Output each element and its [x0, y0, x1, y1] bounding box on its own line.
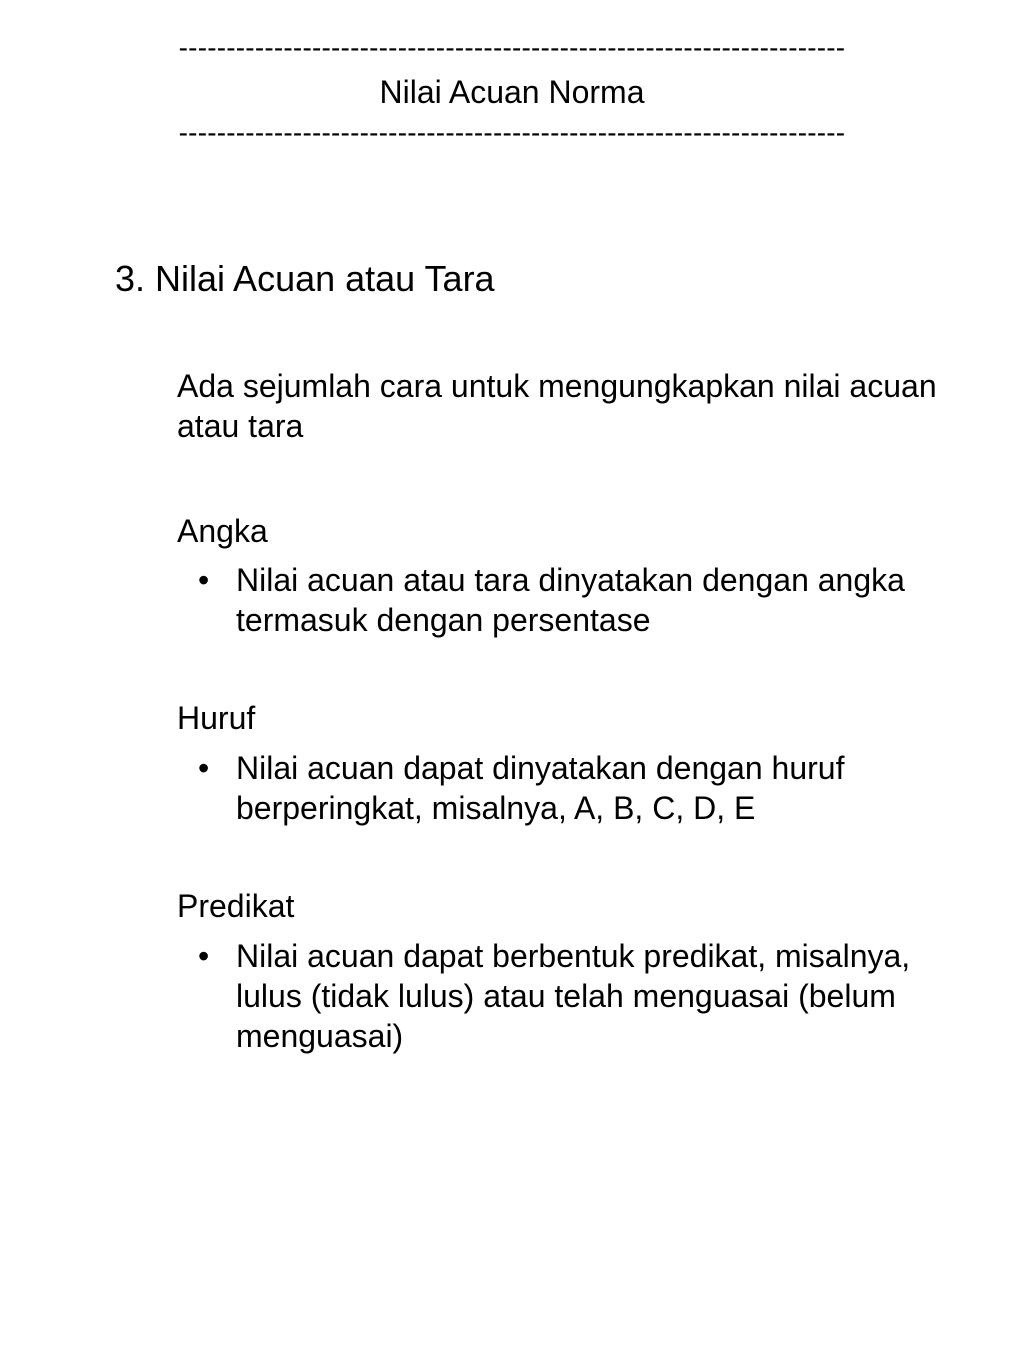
- category-label-angka: Angka: [177, 513, 268, 549]
- category-label-predikat: Predikat: [177, 888, 295, 924]
- header-rule-top: ----------------------------------------------------------------------: [178, 32, 846, 63]
- bullet-text: Nilai acuan atau tara dinyatakan dengan angka termasuk dengan persentase: [236, 562, 905, 638]
- bullet-marker: •: [198, 750, 210, 786]
- category-label-huruf: Huruf: [177, 700, 256, 736]
- bullet-marker: •: [198, 562, 210, 598]
- list-item-predikat: [198, 936, 978, 1056]
- intro-paragraph: Ada sejumlah cara untuk mengungkapkan nilai acuan atau tara: [177, 368, 937, 444]
- bullet-marker: •: [198, 938, 210, 974]
- bullet-text: Nilai acuan dapat dinyatakan dengan huruf berperingkat, misalnya, A, B, C, D, E: [236, 750, 845, 826]
- list-item-huruf: [198, 748, 978, 828]
- bullet-text: Nilai acuan dapat berbentuk predikat, misalnya, lulus (tidak lulus) atau telah menguasai (belum menguasai): [236, 938, 911, 1054]
- section-heading: 3. Nilai Acuan atau Tara: [115, 258, 495, 299]
- page-title: Nilai Acuan Norma: [379, 74, 645, 110]
- list-item-angka: [198, 560, 978, 640]
- header-rule-bottom: ----------------------------------------------------------------------: [178, 117, 846, 148]
